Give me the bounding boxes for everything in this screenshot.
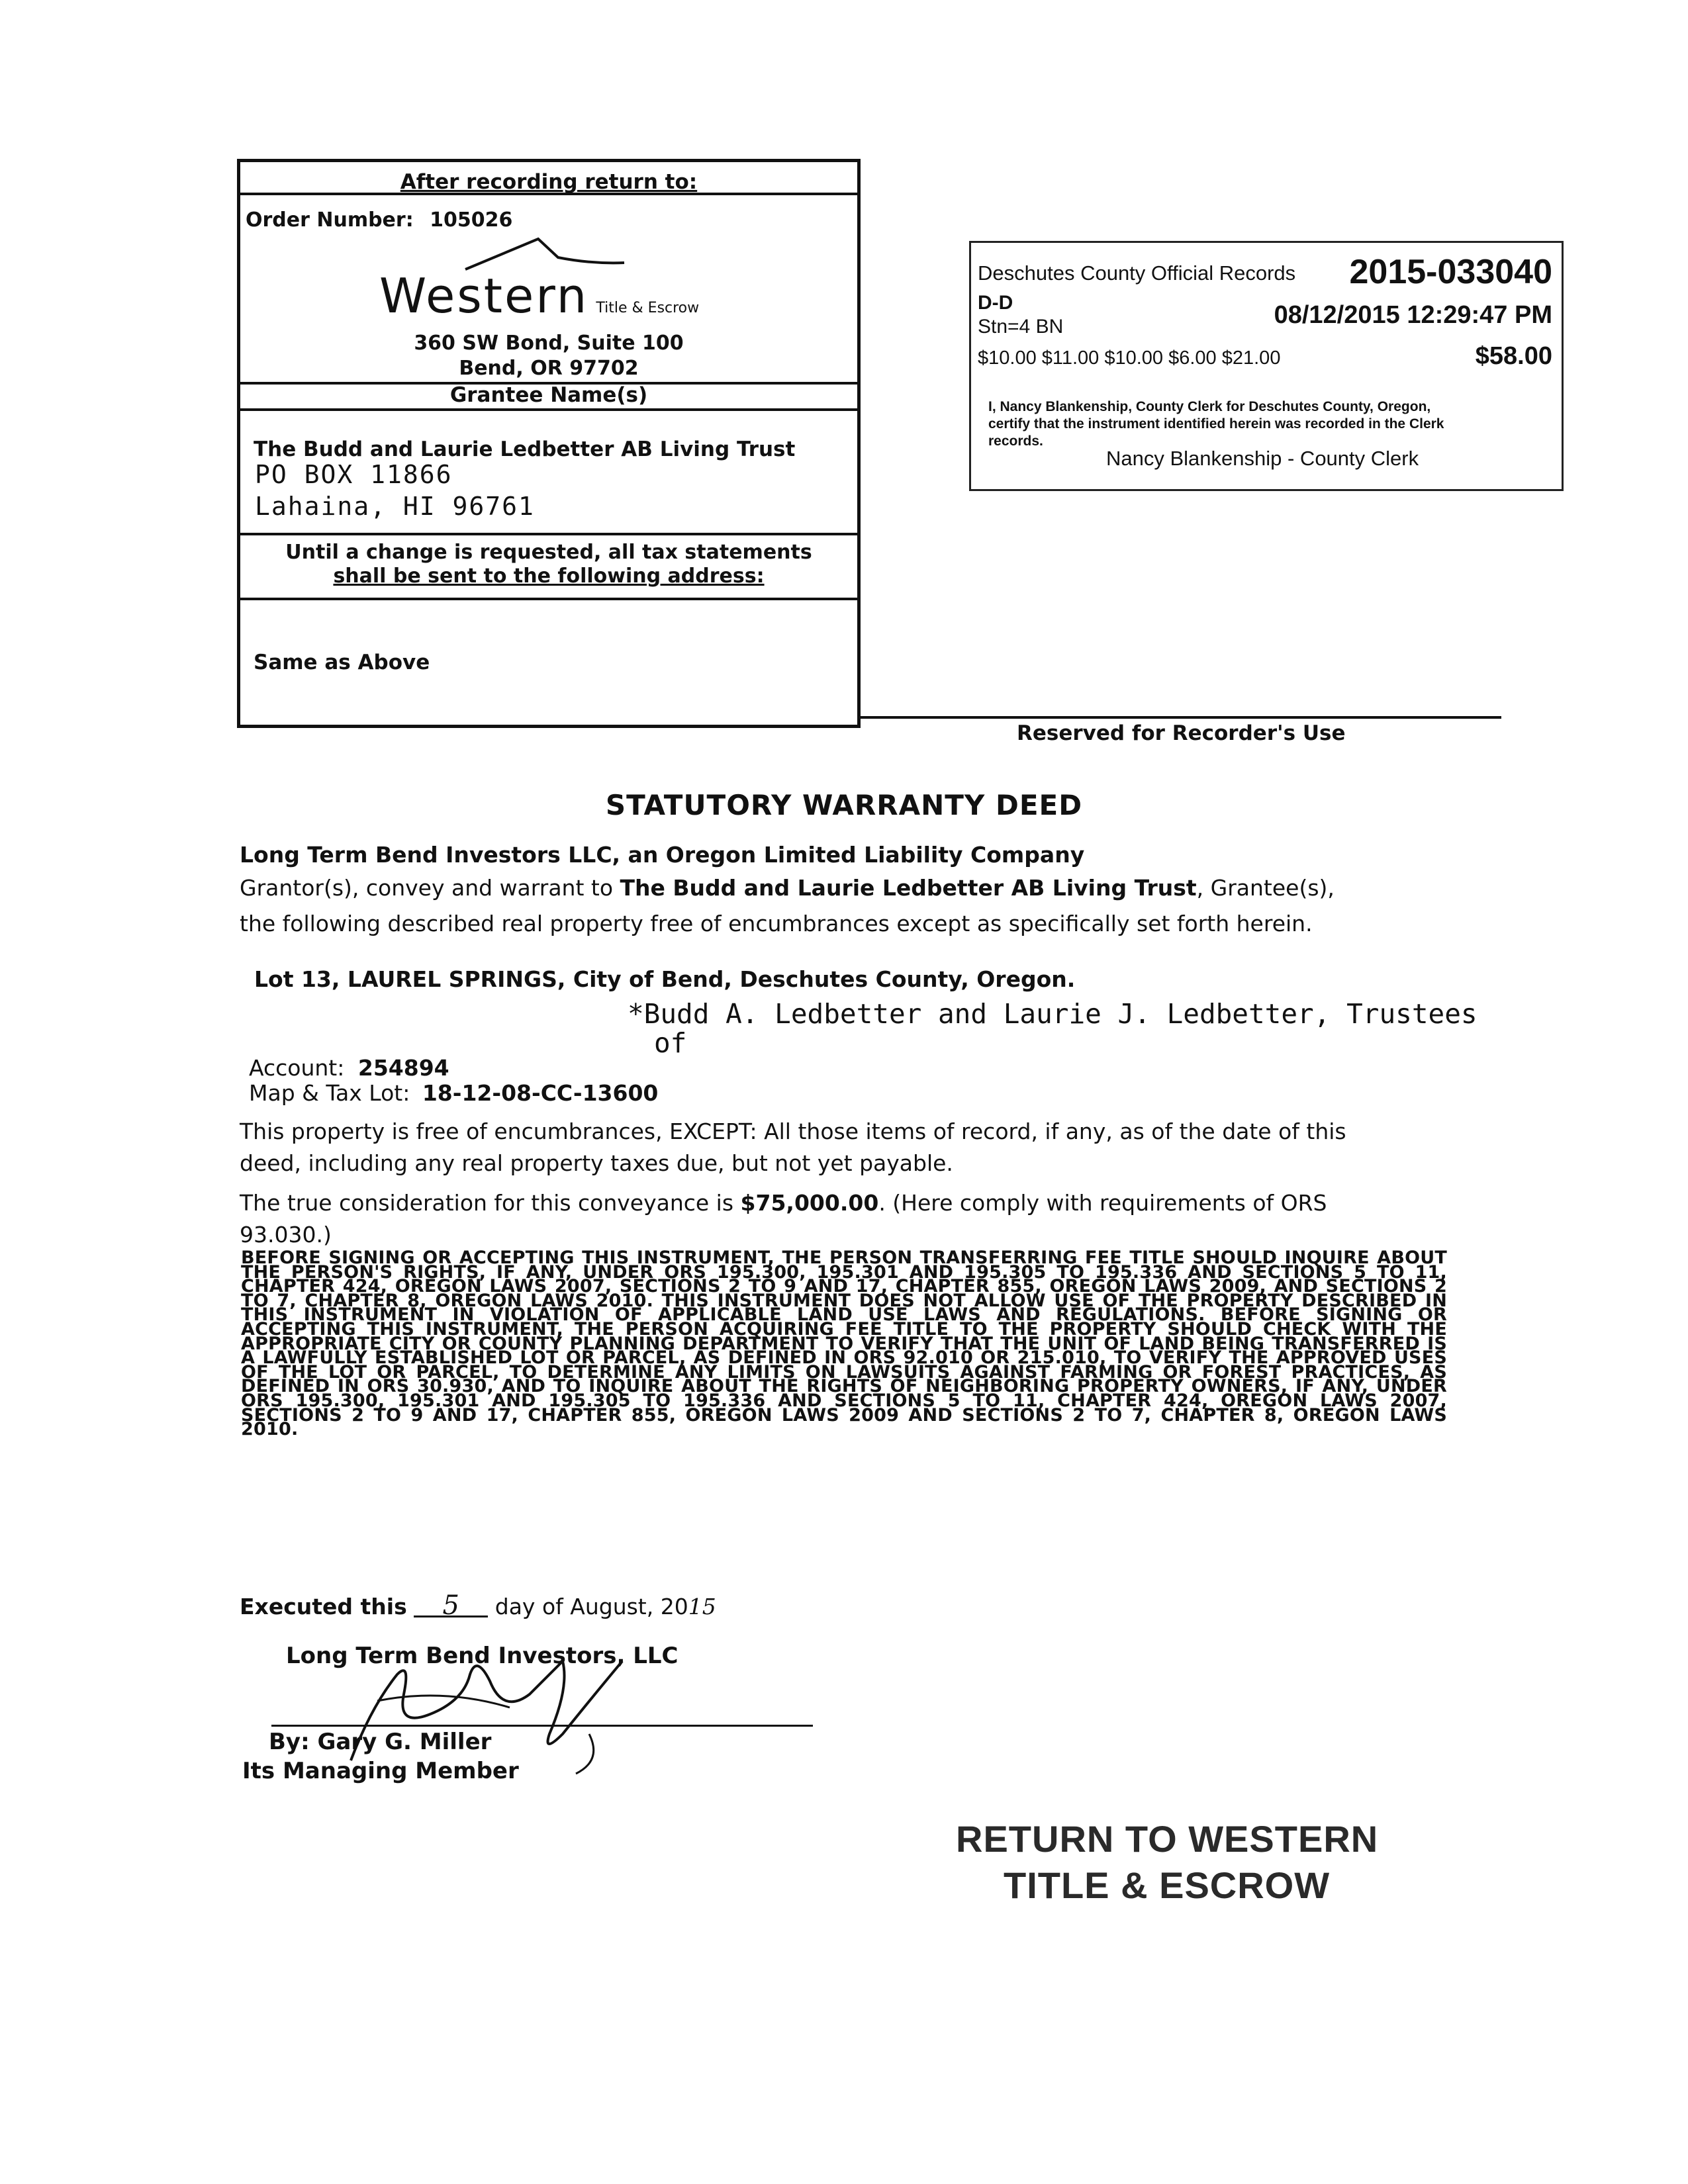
company-address-line1: 360 SW Bond, Suite 100 [414,332,684,355]
signer-by-line: By: Gary G. Miller [269,1729,492,1755]
grantee-address-line1: PO BOX 11866 [255,460,453,489]
encumbrance-line2: deed, including any real property taxes due, but not yet payable. [240,1150,953,1176]
station-code: Stn=4 BN [978,316,1064,338]
tax-header-line1: Until a change is requested, all tax statements [285,541,812,564]
clerk-name: Nancy Blankenship - County Clerk [1106,447,1419,470]
executed-day: 5 [414,1596,488,1617]
property-line: the following described real property free of encumbrances except as specifically set forth herein. [240,911,1313,936]
consideration-line [240,1190,1327,1216]
return-stamp-line1: RETURN TO WESTERN [956,1818,1379,1860]
signer-title: Its Managing Member [242,1758,519,1784]
executed-month: day of August, 20 [494,1594,688,1619]
fee-breakdown: $10.00 $11.00 $10.00 $6.00 $21.00 [978,347,1281,369]
consideration-line2: 93.030.) [240,1222,332,1248]
map-tax-lot-number: 18-12-08-CC-13600 [422,1080,659,1106]
grantee-header: Grantee Name(s) [449,383,648,407]
clerk-cert-line3: records. [988,433,1043,449]
clerk-cert-line2: certify that the instrument identified herein was recorded in the Clerk [988,416,1444,432]
trustee-insert-line1: *Budd A. Ledbetter and Laurie J. Ledbetter, Trustees [628,998,1477,1030]
consideration-amount: $75,000.00 [740,1190,879,1216]
map-tax-lot-label: Map & Tax Lot: [249,1080,410,1106]
account-line [249,1055,449,1081]
grantee-address-line2: Lahaina, HI 96761 [255,492,535,521]
executed-line [240,1590,716,1621]
county-records-label: Deschutes County Official Records [978,261,1296,285]
fee-total: $58.00 [1475,342,1552,370]
tax-address: Same as Above [254,651,430,674]
grantee-name: The Budd and Laurie Ledbetter AB Living Trust [254,437,796,461]
return-box-header: After recording return to: [400,170,698,194]
ors-warning-paragraph: BEFORE SIGNING OR ACCEPTING THIS INSTRUMENT, THE PERSON TRANSFERRING FEE TITLE SHOULD INQUIRE ABOUT THE PERSON'S RIGHTS, IF ANY, UNDER ORS 195.300, 195.301 AND 195.305 TO 195.336 AND SECTIONS 5 TO 11, CHAPTER 424, OREGON LAWS 2007, SECTIONS 2 TO 9 AND 17, CHAPTER 855, OREGON LAWS 2009, AND SECTIONS 2 TO 7, CHAPTER 8, OREGON LAWS 2010. THIS INSTRUMENT DOES NOT ALLOW USE OF THE PROPERTY DESCRIBED IN THIS INSTRUMENT IN VIOLATION OF APPLICABLE LAND USE LAWS AND REGULATIONS. BEFORE SIGNING OR ACCEPTING THIS INSTRUMENT, THE PERSON ACQUIRING FEE TITLE TO THE PROPERTY SHOULD CHECK WITH THE APPROPRIATE CITY OR COUNTY PLANNING DEPARTMENT TO VERIFY THAT THE UNIT OF LAND BEING TRANSFERRED IS A LAWFULLY ESTABLISHED LOT OR PARCEL, AS DEFINED IN ORS 92.010 OR 215.010, TO VERIFY THE APPROVED USES OF THE LOT OR PARCEL, TO DETERMINE ANY LIMITS ON LAWSUITS AGAINST FARMING OR FOREST PRACTICES, AS DEFINED IN ORS 30.930, AND TO INQUIRE ABOUT THE RIGHTS OF NEIGHBORING PROPERTY OWNERS, IF ANY, UNDER ORS 195.300, 195.301 AND 195.305 TO 195.336 AND SECTIONS 5 TO 11, CHAPTER 424, OREGON LAWS 2007, SECTIONS 2 TO 9 AND 17, CHAPTER 855, OREGON LAWS 2009 AND SECTIONS 2 TO 7, CHAPTER 8, OREGON LAWS 2010. [241,1248,1447,1440]
signature-line [271,1725,813,1727]
return-stamp-line2: TITLE & ESCROW [1004,1864,1331,1906]
logo-subtitle: Title & Escrow [596,300,700,316]
grant-suffix: , Grantee(s), [1196,875,1335,901]
executed-label: Executed this [240,1594,407,1619]
company-address-line2: Bend, OR 97702 [459,357,639,380]
doc-type: D-D [978,292,1013,314]
legal-description: Lot 13, LAUREL SPRINGS, City of Bend, Deschutes County, Oregon. [254,966,1076,992]
order-number-value: 105026 [430,208,513,232]
consideration-suffix: . (Here comply with requirements of ORS [878,1190,1327,1216]
clerk-cert-line1: I, Nancy Blankenship, County Clerk for Deschutes County, Oregon, [988,399,1431,414]
grant-grantee: The Budd and Laurie Ledbetter AB Living Trust [620,875,1197,901]
reserved-for-recorder-label: Reserved for Recorder's Use [1017,721,1346,745]
trustee-insert-line2: of [654,1027,687,1059]
logo-word: Western [379,268,589,324]
recorder-stamp-box [969,241,1564,491]
signing-entity: Long Term Bend Investors, LLC [286,1643,679,1669]
order-number-line [246,208,512,232]
account-number: 254894 [357,1055,449,1081]
grant-prefix: Grantor(s), convey and warrant to [240,875,614,901]
return-address-box [237,159,861,728]
deed-title: STATUTORY WARRANTY DEED [605,789,1083,821]
encumbrance-line1: This property is free of encumbrances, EXCEPT: All those items of record, if any, as of the date of this [240,1118,1346,1144]
consideration-prefix: The true consideration for this conveyance is [240,1190,734,1216]
western-logo [379,268,699,324]
recorder-divider [861,716,1501,719]
account-label: Account: [249,1055,345,1081]
record-number: 2015-033040 [1349,253,1552,291]
grantor-name: Long Term Bend Investors LLC, an Oregon Limited Liability Company [240,842,1085,868]
order-number-label: Order Number: [246,208,414,232]
map-tax-lot-line [249,1080,658,1106]
record-datetime: 08/12/2015 12:29:47 PM [1274,301,1552,329]
executed-year: 15 [688,1594,716,1619]
grant-clause [240,875,1335,901]
tax-header-line2: shall be sent to the following address: [333,565,765,588]
